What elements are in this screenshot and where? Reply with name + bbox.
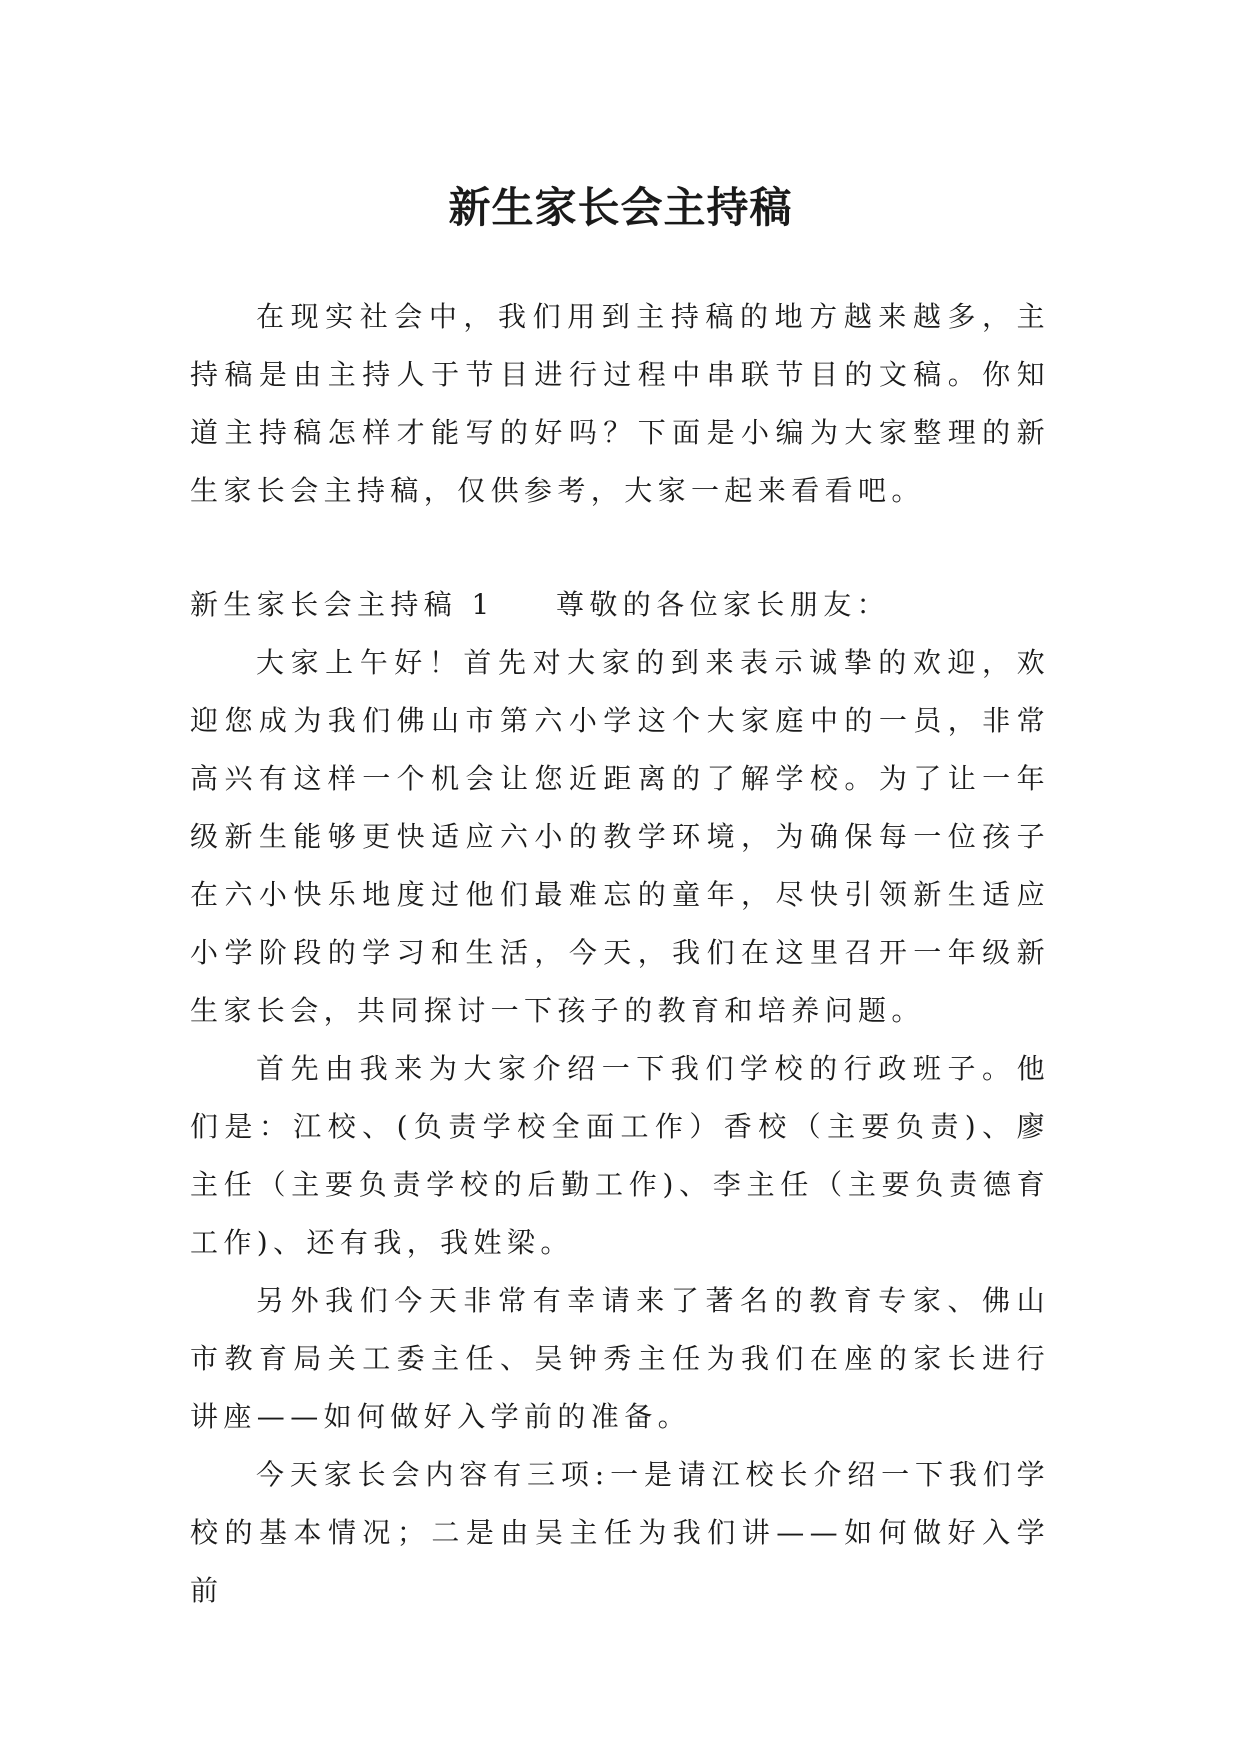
section-title: 新生家长会主持稿 1 [190, 588, 495, 621]
body-paragraph-guest: 另外我们今天非常有幸请来了著名的教育专家、佛山市教育局关工委主任、吴钟秀主任为我们在座的家长进行讲座——如何做好入学前的准备。 [190, 1284, 1050, 1433]
section-heading [190, 576, 1050, 634]
body-paragraph-welcome: 大家上午好！首先对大家的到来表示诚挚的欢迎，欢迎您成为我们佛山市第六小学这个大家庭中的一员，非常高兴有这样一个机会让您近距离的了解学校。为了让一年级新生能够更快适应六小的教学环境，为确保每一位孩子在六小快乐地度过他们最难忘的童年，尽快引领新生适应小学阶段的学习和生活，今天，我们在这里召开一年级新生家长会，共同探讨一下孩子的教育和培养问题。 [190, 646, 1050, 1027]
document-title: 新生家长会主持稿 [448, 183, 793, 233]
section-1 [190, 576, 1050, 1620]
salutation: 尊敬的各位家长朋友： [556, 588, 891, 621]
intro-paragraph: 在现实社会中，我们用到主持稿的地方越来越多，主持稿是由主持人于节目进行过程中串联节目的文稿。你知道主持稿怎样才能写的好吗？下面是小编为大家整理的新生家长会主持稿，仅供参考，大家一起来看看吧。 [190, 300, 1050, 507]
body-paragraph-staff: 首先由我来为大家介绍一下我们学校的行政班子。他们是：江校、(负责学校全面工作）香校（主要负责)、廖主任（主要负责学校的后勤工作)、李主任（主要负责德育工作)、还有我，我姓梁。 [190, 1052, 1050, 1259]
intro-block [190, 288, 1050, 520]
body-paragraph-agenda: 今天家长会内容有三项:一是请江校长介绍一下我们学校的基本情况；二是由吴主任为我们讲——如何做好入学前 [190, 1458, 1050, 1607]
